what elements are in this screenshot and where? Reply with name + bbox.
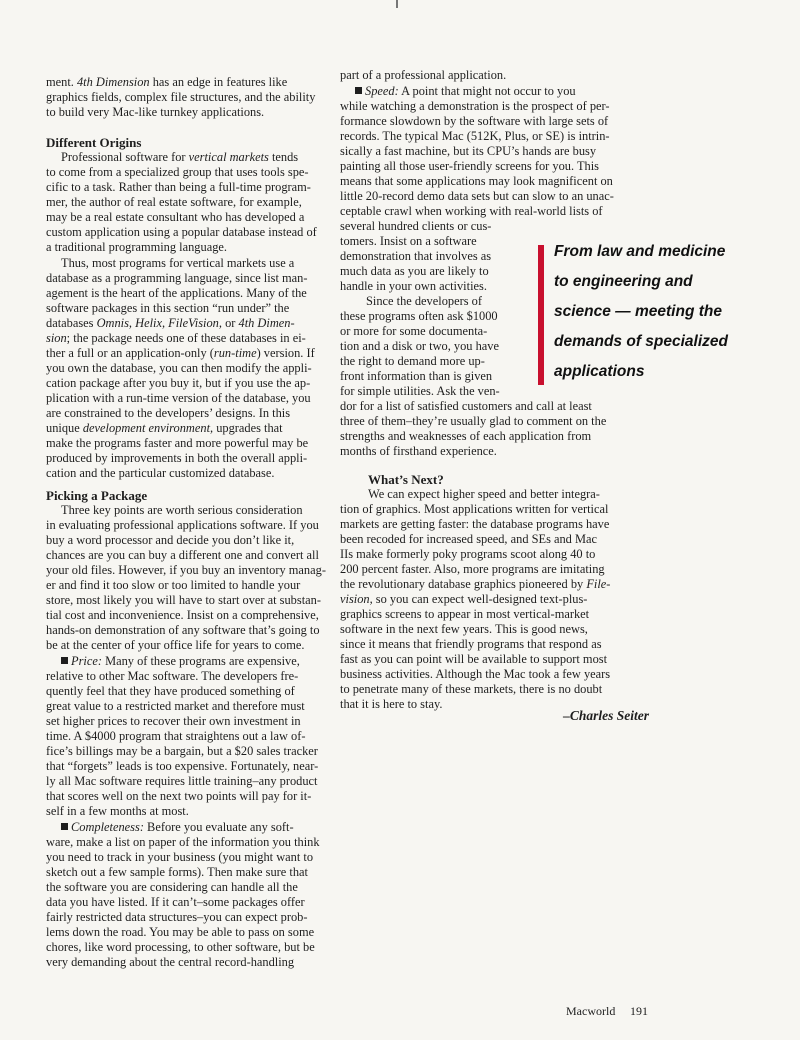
text-line: strengths and weaknesses of each application from — [340, 429, 592, 443]
text-line: means that some applications may look magnificent on — [340, 174, 613, 188]
text-line: front information than is given — [340, 369, 493, 383]
pull-quote-line: science — meeting the — [554, 303, 722, 320]
text-line: chances are you can buy a different one and convert all — [46, 548, 319, 562]
text-line: Price: Many of these programs are expensive, — [61, 654, 300, 669]
text-line: relative to other Mac software. The developers fre- — [46, 669, 299, 683]
text-line: handle in your own activities. — [340, 279, 487, 293]
pull-quote-line: to engineering and — [554, 273, 693, 290]
text-line: tial cost and inconvenience. Insist on a comprehensive, — [46, 608, 319, 622]
text-line: since it means that friendly programs that respond as — [340, 637, 602, 651]
text-line: very demanding about the central record-handling — [46, 955, 295, 969]
text-line: graphics screens to appear in most vertical-market — [340, 607, 590, 621]
text-line: fast as you can point will be available to support most — [340, 652, 608, 666]
text-line: business activities. Although the Mac took a few years — [340, 667, 611, 681]
text-line: months of firsthand experience. — [340, 444, 497, 458]
text-line: may be a real estate consultant who has developed a — [46, 210, 305, 224]
text-line: in evaluating professional applications software. If you — [46, 518, 319, 532]
text-line: markets are getting faster: the database programs have — [340, 517, 610, 531]
text-line: set higher prices to recover their own investment in — [46, 714, 301, 728]
text-line: vision, so you can expect well-designed text-plus- — [340, 592, 588, 606]
text-line: these programs often ask $1000 — [340, 309, 498, 323]
footer-magazine-name: Macworld — [566, 1004, 616, 1018]
author-signature: –Charles Seiter — [563, 708, 649, 723]
text-line: sion; the package needs one of these databases in ei- — [46, 331, 306, 345]
pull-quote-line: From law and medicine — [554, 243, 726, 260]
text-line: several hundred clients or cus- — [340, 219, 492, 233]
text-line: painting all those user-friendly screens for you. This — [340, 159, 599, 173]
bullet-icon — [61, 657, 68, 664]
text-line: the right to demand more up- — [340, 354, 485, 368]
text-line: formance slowdown by the software with large sets of — [340, 114, 609, 128]
text-line: little 20-record demo data sets but can slow to an unac- — [340, 189, 614, 203]
footer-page-number: 191 — [630, 1004, 648, 1018]
text-line: sically a fast machine, but its CPU’s hands are busy — [340, 144, 597, 158]
text-line: chores, like word processing, to other software, but be — [46, 940, 315, 954]
text-line: software packages in this section “run under” the — [46, 301, 290, 315]
text-line: your old files. However, if you buy an inventory manag- — [46, 563, 326, 577]
text-line: that scores well on the next two points will pay for it- — [46, 789, 312, 803]
text-line: quently feel that they have produced something of — [46, 684, 295, 698]
text-line: you need to track in your business (you might want to — [46, 850, 314, 864]
text-line: that “forgets” leads is too expensive. Fortunately, near- — [46, 759, 319, 773]
text-line: 200 percent faster. Also, more programs are imitating — [340, 562, 605, 576]
text-line: the revolutionary database graphics pioneered by File- — [340, 577, 611, 591]
pull-quote-line: applications — [554, 363, 645, 380]
pull-quote-line: demands of specialized — [554, 333, 728, 350]
text-line: fice’s billings may be a bargain, but a $20 sales tracker — [46, 744, 318, 758]
text-line: cation package after you buy it, but if you use the ap- — [46, 376, 311, 390]
text-line: much data as you are likely to — [340, 264, 489, 278]
heading-picking-a-package: Picking a Package — [46, 488, 148, 503]
text-line: ther a full or an application-only (run-time) version. If — [46, 346, 315, 360]
text-line: a traditional programming language. — [46, 240, 227, 254]
text-line: the software you are considering can handle all the — [46, 880, 298, 894]
text-line: Professional software for vertical markets tends — [61, 150, 299, 164]
text-line: tion of graphics. Most applications written for vertical — [340, 502, 609, 516]
text-line: three of them–they’re usually glad to comment on the — [340, 414, 607, 428]
text-line: Thus, most programs for vertical markets use a — [61, 256, 295, 270]
text-line: data you have listed. If it can’t–some packages offer — [46, 895, 305, 909]
bullet-icon — [355, 87, 362, 94]
text-line: buy a word processor and decide you don’t like it, — [46, 533, 295, 547]
text-line: ment. 4th Dimension has an edge in features like — [46, 75, 288, 89]
text-line: while watching a demonstration is the prospect of per- — [340, 99, 610, 113]
text-line: agement is the heart of the applications. Many of the — [46, 286, 307, 300]
text-line: plication with a run-time version of the database, you — [46, 391, 311, 405]
text-line: graphics fields, complex file structures, and the ability — [46, 90, 316, 104]
text-line: hands-on demonstration of any software that’s going to — [46, 623, 320, 637]
text-line: are constrained to the developers’ designs. In this — [46, 406, 291, 420]
text-line: to build very Mac-like turnkey applications. — [46, 105, 265, 119]
text-line: custom application using a popular database instead of — [46, 225, 317, 239]
text-line: IIs make formerly poky programs scoot along 40 to — [340, 547, 596, 561]
text-line: that it is here to stay. — [340, 697, 443, 711]
text-line: be at the center of your office life for years to come. — [46, 638, 305, 652]
text-line: fairly restricted data structures–you can expect prob- — [46, 910, 308, 924]
bullet-icon — [61, 823, 68, 830]
text-line: store, most likely you will have to start over at substan- — [46, 593, 321, 607]
text-line: dor for a list of satisfied customers and call at least — [340, 399, 592, 413]
pull-quote-bar — [538, 245, 544, 385]
text-line: records. The typical Mac (512K, Plus, or SE) is intrin- — [340, 129, 610, 143]
text-line: tomers. Insist on a software — [340, 234, 477, 248]
text-line: to come from a specialized group that uses tools spe- — [46, 165, 309, 179]
text-line: been recoded for increased speed, and SEs and Mac — [340, 532, 597, 546]
text-line: sketch out a few sample forms). Then make sure that — [46, 865, 308, 879]
text-line: Speed: A point that might not occur to you — [355, 84, 576, 99]
text-line: mer, the author of real estate software, for example, — [46, 195, 302, 209]
text-line: Completeness: Before you evaluate any soft- — [61, 820, 294, 835]
crop-mark — [396, 0, 398, 8]
text-line: part of a professional application. — [340, 68, 507, 82]
text-line: you own the database, you can then modify the appli- — [46, 361, 312, 375]
text-line: ceptable crawl when working with real-world lists of — [340, 204, 603, 218]
text-line: Three key points are worth serious consideration — [61, 503, 303, 517]
text-line: We can expect higher speed and better integra- — [368, 487, 600, 501]
text-line: make the programs faster and more powerful may be — [46, 436, 309, 450]
text-line: ware, make a list on paper of the information you think — [46, 835, 320, 849]
text-line: self in a few months at most. — [46, 804, 189, 818]
text-line: databases Omnis, Helix, FileVision, or 4th Dimen- — [46, 316, 295, 330]
heading-whats-next: What’s Next? — [368, 472, 444, 487]
text-line: lems down the road. You may be able to pass on some — [46, 925, 315, 939]
text-line: cific to a task. Rather than being a full-time program- — [46, 180, 311, 194]
heading-different-origins: Different Origins — [46, 135, 142, 150]
text-line: great value to a restricted market and therefore must — [46, 699, 305, 713]
text-line: demonstration that involves as — [340, 249, 492, 263]
text-line: tion and a disk or two, you have — [340, 339, 499, 353]
text-line: ly all Mac software requires little training–any product — [46, 774, 318, 788]
text-line: for simple utilities. Ask the ven- — [340, 384, 500, 398]
text-line: time. A $4000 program that straightens out a law of- — [46, 729, 306, 743]
text-line: cation and the particular customized database. — [46, 466, 275, 480]
text-line: produced by improvements in both the overall appli- — [46, 451, 308, 465]
text-line: software in the next few years. This is good news, — [340, 622, 588, 636]
text-line: er and find it too slow or too limited to handle your — [46, 578, 301, 592]
text-line: Since the developers of — [366, 294, 482, 308]
text-line: database as a programming language, since list man- — [46, 271, 308, 285]
text-line: unique development environment, upgrades that — [46, 421, 283, 435]
text-line: or more for some documenta- — [340, 324, 488, 338]
text-line: to penetrate many of these markets, there is no doubt — [340, 682, 603, 696]
